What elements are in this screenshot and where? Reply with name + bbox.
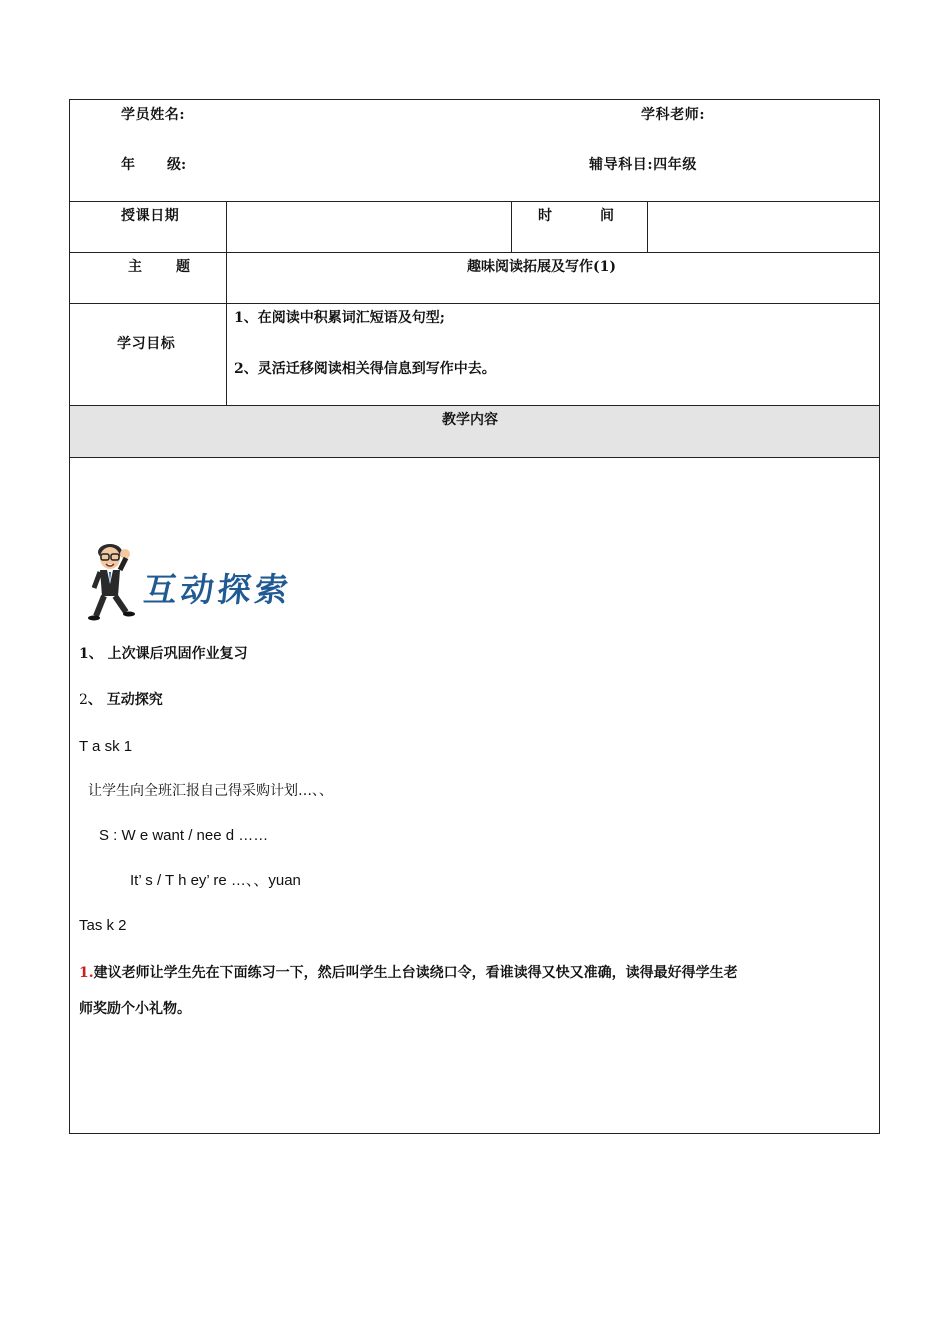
task-number: 1. bbox=[79, 965, 94, 981]
banner-title: 互动探索 bbox=[141, 570, 294, 609]
list-item: 1、 上次课后巩固作业复习 bbox=[79, 646, 248, 662]
row-divider bbox=[70, 457, 879, 458]
goal-item: 1、在阅读中积累词汇短语及句型; bbox=[234, 310, 445, 326]
row-divider bbox=[70, 201, 879, 202]
subject-value: 四年级 bbox=[653, 157, 697, 173]
interactive-explore-banner bbox=[86, 540, 316, 620]
lesson-date-label: 授课日期 bbox=[121, 208, 180, 224]
task-line: S : W e want / nee d …… bbox=[99, 827, 269, 844]
task-title: Tas k 2 bbox=[79, 917, 127, 934]
goals-label: 学习目标 bbox=[117, 336, 176, 352]
lesson-plan-table bbox=[69, 99, 880, 1134]
subject-label: 辅导科目:四年级 bbox=[589, 157, 697, 173]
grade-label: 年 级: bbox=[121, 157, 187, 173]
task-title: T a sk 1 bbox=[79, 738, 133, 755]
label-column-divider bbox=[226, 201, 227, 405]
time-label: 时 间 bbox=[538, 208, 614, 224]
date-time-divider bbox=[511, 201, 512, 252]
teacher-label: 学科老师: bbox=[641, 107, 706, 123]
task-line: 让学生向全班汇报自己得采购计划…、、 bbox=[88, 783, 333, 799]
section-title: 教学内容 bbox=[442, 412, 498, 428]
row-divider bbox=[70, 252, 879, 253]
student-name-label: 学员姓名: bbox=[121, 107, 186, 123]
task-line: It’ s / T h ey’ re …、、yuan bbox=[130, 872, 301, 889]
topic-label: 主 题 bbox=[128, 259, 190, 275]
task-paragraph-cont: 师奖励个小礼物。 bbox=[79, 1001, 191, 1017]
teacher-cartoon-icon bbox=[86, 540, 146, 622]
time-value-divider bbox=[647, 201, 648, 252]
goal-item: 2、灵活迁移阅读相关得信息到写作中去。 bbox=[234, 361, 496, 377]
task-paragraph: 1.建议老师让学生先在下面练习一下，然后叫学生上台读绕口令，看谁读得又快又准确，读得最好得学生老 bbox=[79, 965, 738, 981]
list-item: 2、 互动探究 bbox=[79, 692, 163, 708]
topic-value: 趣味阅读拓展及写作(1) bbox=[467, 259, 616, 275]
row-divider bbox=[70, 303, 879, 304]
